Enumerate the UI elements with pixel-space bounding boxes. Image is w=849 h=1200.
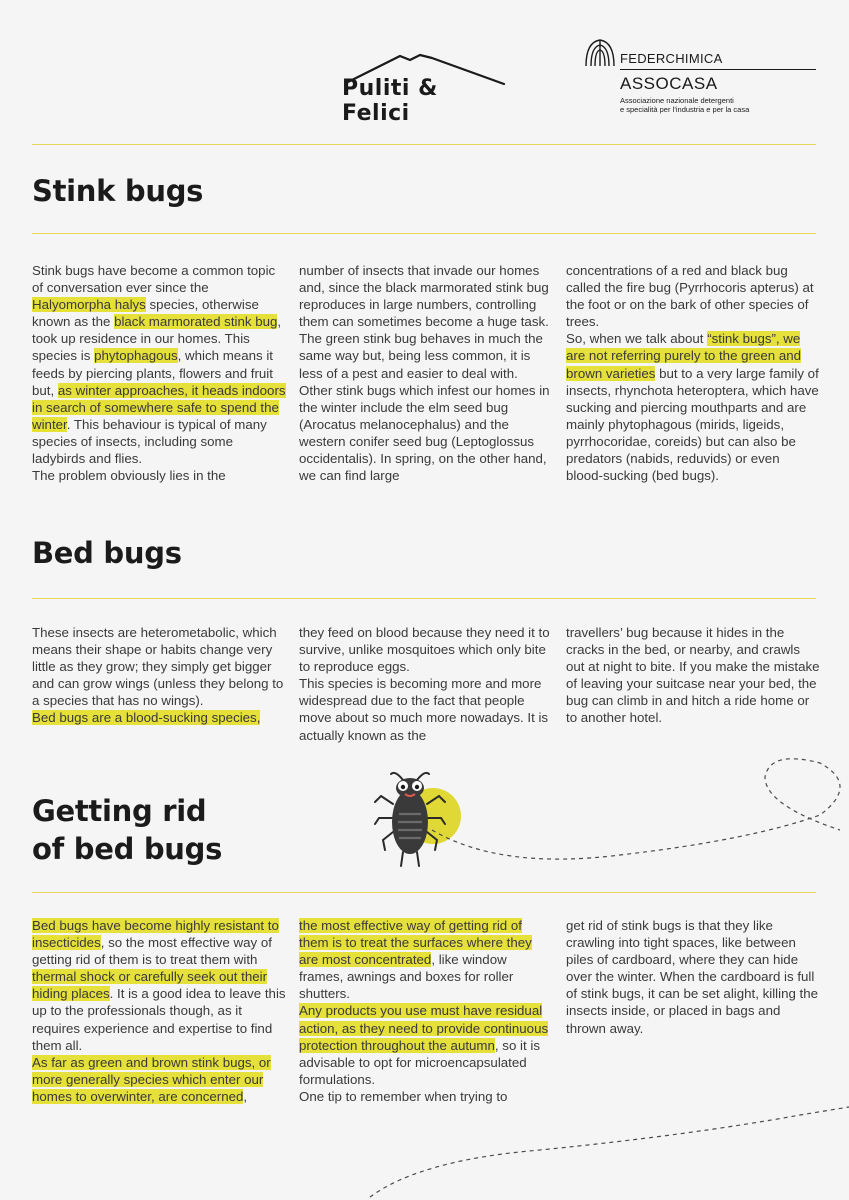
body-text: get rid of stink bugs is that they like crawling into tight spaces, like between piles of cardboard, where they can hide over the winter. When the cardboard is full of stink bugs, it can be set alight, killing the insects inside, or placed in bags and thrown away. <box>566 918 819 1036</box>
heading-getting-rid-line2: of bed bugs <box>32 832 223 866</box>
heading-getting-rid-line1: Getting rid <box>32 794 207 828</box>
highlighted-text: black marmorated stink bug <box>114 314 278 330</box>
body-text: Stink bugs have become a common topic of conversation ever since the <box>32 263 276 296</box>
heading-getting-rid <box>32 792 222 868</box>
highlighted-text: Bed bugs are a blood-sucking species, <box>32 710 261 726</box>
puliti-felici-logo <box>340 48 510 126</box>
divider-stink <box>32 233 816 234</box>
body-text: species, otherwise known as the <box>32 297 259 330</box>
body-text: The problem obviously lies in the <box>32 468 226 484</box>
body-text: travellers’ bug because it hides in the cracks in the bed, or nearby, and crawls out at night to bite. If you make the mistake of leaving your suitcase near your bed, the bug can climb in and hitch a ride home or to another hotel. <box>566 625 820 726</box>
highlighted-text: Halyomorpha halys <box>32 297 146 313</box>
body-text: The green stink bug behaves in much the same way but, being less common, it is less of a pest and easier to deal with. Other stink bugs which infest our homes in the winter include the elm seed bug (Arocatus melanocephalus) and the western conifer seed bug (Leptoglossus occidentalis). In spring, on the other hand, we can find large <box>299 331 550 484</box>
dashed-trail-right <box>420 755 849 870</box>
bed-col1 <box>32 624 286 727</box>
highlighted-text: As far as green and brown stink bugs, or more generally species which enter our homes to overwinter, are concerned <box>32 1054 271 1104</box>
highlighted-text: phytophagous <box>94 348 178 364</box>
divider-top <box>32 144 816 145</box>
bed-col2 <box>299 624 553 744</box>
body-text: concentrations of a red and black bug called the fire bug (Pyrrhocoris apterus) at the foot or on the bark of other species of trees. <box>566 263 814 330</box>
body-text: One tip to remember when trying to <box>299 1088 508 1104</box>
federchimica-label: FEDERCHIMICA <box>620 51 723 66</box>
heading-bed-bugs: Bed bugs <box>32 536 182 570</box>
highlighted-text: “stink bugs”, we are not referring purely to the green and brown varieties <box>566 331 802 381</box>
rid-col3 <box>566 917 820 1037</box>
assocasa-subtitle <box>620 96 820 114</box>
highlighted-text: the most effective way of getting rid of them is to treat the surfaces where they are most concentrated <box>299 918 532 968</box>
dashed-trail-bottom <box>360 1105 849 1200</box>
stink-col3 <box>566 262 820 484</box>
bed-col3 <box>566 624 820 727</box>
stink-col2 <box>299 262 553 484</box>
highlighted-text: Bed bugs have become highly resistant to insecticides <box>32 918 279 951</box>
body-text: . This behaviour is typical of many species of insects, including some ladybirds and flies. <box>32 416 267 467</box>
body-text: , so it is advisable to opt for microencapsulated formulations. <box>299 1037 540 1087</box>
divider-rid <box>32 892 816 893</box>
body-text: , so the most effective way of getting rid of them is to treat them with <box>32 935 272 968</box>
body-text: , which means it feeds by piercing plants, flowers and fruit but, <box>32 348 273 398</box>
federchimica-assocasa-logo <box>584 38 820 118</box>
highlighted-text: thermal shock or carefully seek out their hiding places <box>32 969 268 1002</box>
stink-col1 <box>32 262 286 484</box>
assocasa-label: ASSOCASA <box>620 74 718 93</box>
assocasa-subtitle-line2: e specialità per l’industria e per la casa <box>620 105 750 114</box>
federchimica-mark-icon <box>584 38 616 68</box>
body-text: they feed on blood because they need it to survive, unlike mosquitoes which only bite to reproduce eggs. <box>299 625 550 675</box>
body-text: , like window frames, awnings and boxes for roller shutters. <box>299 952 514 1002</box>
body-text: . It is a good idea to leave this up to the professionals though, as it requires experience and expertise to find them all. <box>32 986 286 1053</box>
rid-col2 <box>299 917 553 1105</box>
body-text: So, when we talk about <box>566 331 708 347</box>
logo-divider <box>620 69 816 70</box>
highlighted-text: Any products you use must have residual action, as they need to provide continuous protection throughout the autumn <box>299 1003 549 1053</box>
puliti-logo-text: Puliti & Felici <box>342 76 438 126</box>
heading-stink-bugs: Stink bugs <box>32 174 204 208</box>
assocasa-subtitle-line1: Associazione nazionale detergenti <box>620 96 734 105</box>
body-text: but to a very large family of insects, rhynchota heteroptera, which have sucking and piercing mouthparts and are mainly phytophagous (mirids, ligeids, pyrrhocoridae, coreids) but can also be predators (nabids, reduvids) or even blood-sucking (bed bugs). <box>566 365 819 484</box>
body-text: , <box>243 1088 248 1104</box>
rid-col1 <box>32 917 286 1105</box>
body-text: This species is becoming more and more widespread due to the fact that people move about so much more nowadays. It is actually known as the <box>299 676 549 743</box>
body-text: number of insects that invade our homes and, since the black marmorated stink bug reproduces in large numbers, controlling them can sometimes become a huge task. <box>299 263 549 330</box>
divider-bed <box>32 598 816 599</box>
body-text: These insects are heterometabolic, which means their shape or habits change very little as they grow; they simply get bigger and can grow wings (unless they belong to a species that has no wings). <box>32 625 284 709</box>
body-text: , took up residence in our homes. This species is <box>32 314 282 364</box>
highlighted-text: as winter approaches, it heads indoors in search of somewhere safe to spend the winter <box>32 382 286 432</box>
